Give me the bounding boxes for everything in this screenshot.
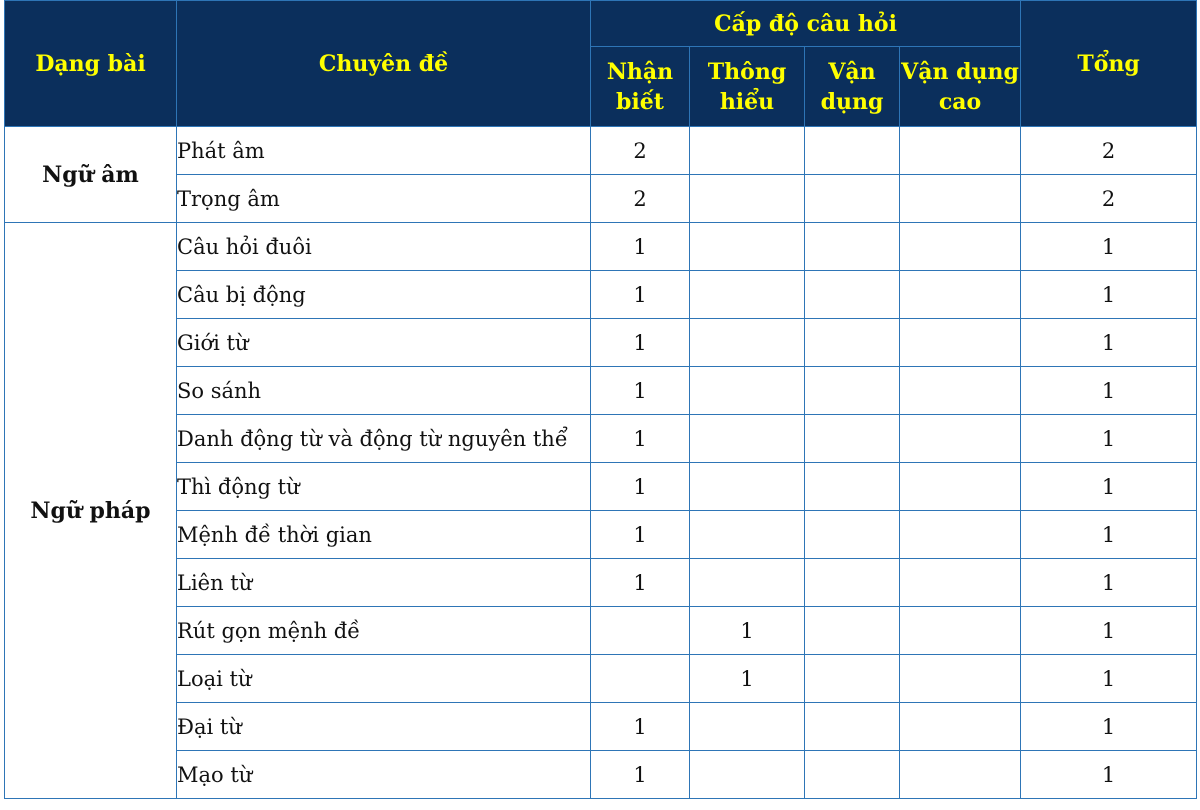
table-row — [5, 751, 1197, 799]
total-cell: 1 — [1021, 511, 1197, 559]
count-cell-nb: 1 — [591, 463, 690, 511]
topic-cell: Câu bị động — [177, 271, 591, 319]
header-total: Tổng — [1021, 1, 1197, 127]
topic-cell: Mạo từ — [177, 751, 591, 799]
count-cell-vdc — [900, 607, 1021, 655]
topic-cell: Câu hỏi đuôi — [177, 223, 591, 271]
count-cell-th: 1 — [690, 655, 805, 703]
table-row — [5, 511, 1197, 559]
table-row — [5, 463, 1197, 511]
count-cell-vdc — [900, 559, 1021, 607]
table-row — [5, 127, 1197, 175]
count-cell-vdc — [900, 415, 1021, 463]
topic-cell: Loại từ — [177, 655, 591, 703]
count-cell-vd — [805, 127, 900, 175]
count-cell-nb: 1 — [591, 223, 690, 271]
count-cell-th — [690, 703, 805, 751]
count-cell-vd — [805, 271, 900, 319]
total-cell: 1 — [1021, 223, 1197, 271]
count-cell-vdc — [900, 367, 1021, 415]
count-cell-vdc — [900, 463, 1021, 511]
header-level-recognition: Nhận biết — [591, 47, 690, 127]
count-cell-nb: 1 — [591, 559, 690, 607]
count-cell-nb: 2 — [591, 127, 690, 175]
table-row — [5, 367, 1197, 415]
exam-matrix-table — [4, 0, 1197, 799]
count-cell-th — [690, 127, 805, 175]
total-cell: 2 — [1021, 127, 1197, 175]
header-level-group: Cấp độ câu hỏi — [591, 1, 1021, 47]
count-cell-th — [690, 367, 805, 415]
count-cell-th — [690, 175, 805, 223]
count-cell-th — [690, 319, 805, 367]
topic-cell: Liên từ — [177, 559, 591, 607]
count-cell-vd — [805, 655, 900, 703]
total-cell: 1 — [1021, 367, 1197, 415]
topic-cell: So sánh — [177, 367, 591, 415]
count-cell-nb: 1 — [591, 319, 690, 367]
total-cell: 1 — [1021, 559, 1197, 607]
header-level-high-application: Vận dụng cao — [900, 47, 1021, 127]
table-body — [5, 127, 1197, 799]
count-cell-th: 1 — [690, 607, 805, 655]
total-cell: 1 — [1021, 463, 1197, 511]
count-cell-vdc — [900, 175, 1021, 223]
total-cell: 1 — [1021, 271, 1197, 319]
table-row — [5, 319, 1197, 367]
table-row — [5, 415, 1197, 463]
count-cell-vd — [805, 319, 900, 367]
header-type: Dạng bài — [5, 1, 177, 127]
count-cell-nb — [591, 607, 690, 655]
count-cell-nb: 1 — [591, 751, 690, 799]
table-row — [5, 607, 1197, 655]
count-cell-vd — [805, 415, 900, 463]
count-cell-nb — [591, 655, 690, 703]
topic-cell: Phát âm — [177, 127, 591, 175]
count-cell-vd — [805, 607, 900, 655]
count-cell-vd — [805, 703, 900, 751]
total-cell: 1 — [1021, 655, 1197, 703]
count-cell-th — [690, 415, 805, 463]
count-cell-nb: 1 — [591, 271, 690, 319]
count-cell-nb: 1 — [591, 511, 690, 559]
table-row — [5, 175, 1197, 223]
count-cell-nb: 1 — [591, 367, 690, 415]
table-row — [5, 223, 1197, 271]
count-cell-vd — [805, 367, 900, 415]
count-cell-vd — [805, 511, 900, 559]
header-level-application: Vận dụng — [805, 47, 900, 127]
count-cell-vd — [805, 751, 900, 799]
header-topic: Chuyên đề — [177, 1, 591, 127]
count-cell-th — [690, 463, 805, 511]
count-cell-vdc — [900, 511, 1021, 559]
total-cell: 1 — [1021, 415, 1197, 463]
table-row — [5, 655, 1197, 703]
total-cell: 1 — [1021, 607, 1197, 655]
count-cell-vd — [805, 559, 900, 607]
total-cell: 2 — [1021, 175, 1197, 223]
topic-cell: Rút gọn mệnh đề — [177, 607, 591, 655]
table-row — [5, 271, 1197, 319]
topic-cell: Danh động từ và động từ nguyên thể — [177, 415, 591, 463]
table-header — [5, 1, 1197, 127]
count-cell-vdc — [900, 751, 1021, 799]
topic-cell: Giới từ — [177, 319, 591, 367]
category-cell: Ngữ pháp — [5, 223, 177, 799]
count-cell-vd — [805, 175, 900, 223]
count-cell-th — [690, 223, 805, 271]
table-row — [5, 559, 1197, 607]
count-cell-th — [690, 511, 805, 559]
total-cell: 1 — [1021, 751, 1197, 799]
count-cell-nb: 2 — [591, 175, 690, 223]
table-row — [5, 703, 1197, 751]
count-cell-th — [690, 271, 805, 319]
topic-cell: Đại từ — [177, 703, 591, 751]
count-cell-vdc — [900, 127, 1021, 175]
count-cell-vdc — [900, 319, 1021, 367]
total-cell: 1 — [1021, 319, 1197, 367]
total-cell: 1 — [1021, 703, 1197, 751]
count-cell-vd — [805, 463, 900, 511]
count-cell-vdc — [900, 655, 1021, 703]
count-cell-nb: 1 — [591, 703, 690, 751]
count-cell-th — [690, 751, 805, 799]
count-cell-vdc — [900, 271, 1021, 319]
count-cell-th — [690, 559, 805, 607]
category-cell: Ngữ âm — [5, 127, 177, 223]
count-cell-vdc — [900, 223, 1021, 271]
topic-cell: Thì động từ — [177, 463, 591, 511]
count-cell-vdc — [900, 703, 1021, 751]
topic-cell: Trọng âm — [177, 175, 591, 223]
header-level-comprehension: Thông hiểu — [690, 47, 805, 127]
count-cell-nb: 1 — [591, 415, 690, 463]
count-cell-vd — [805, 223, 900, 271]
topic-cell: Mệnh đề thời gian — [177, 511, 591, 559]
